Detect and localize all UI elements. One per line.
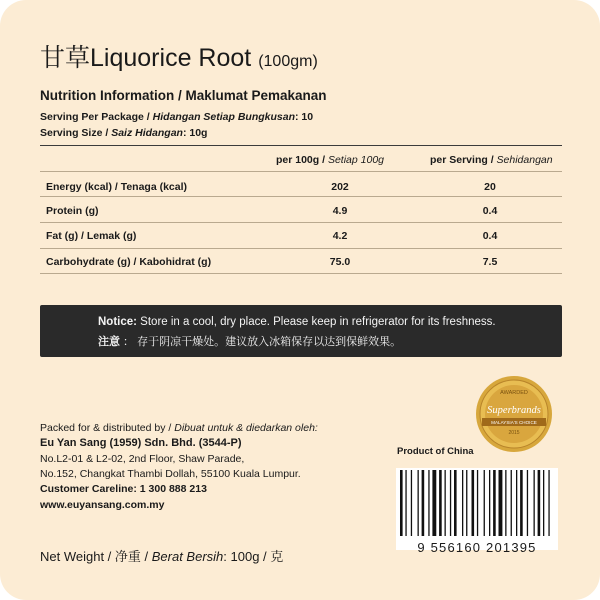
net-weight-prefix: Net Weight / 净重 /	[40, 549, 152, 564]
col2-ms: Sehidangan	[496, 154, 553, 166]
nutrition-heading: Nutrition Information / Maklumat Pemakanan	[40, 88, 327, 103]
notice-label-cn: 注意	[98, 336, 120, 348]
barcode-number: 9 556160 201395	[417, 540, 537, 555]
spp-label-ms: Hidangan Setiap Bungkusan	[152, 111, 296, 123]
col1-en: per 100g /	[276, 154, 328, 166]
row-label-energy: Energy (kcal) / Tenaga (kcal)	[46, 181, 188, 193]
title-english: Liquorice Root	[90, 44, 252, 72]
table-rule	[40, 248, 562, 249]
notice-line-cn	[98, 333, 401, 349]
net-weight-value: : 100g / 克	[223, 549, 284, 564]
table-top-rule	[40, 145, 562, 146]
ss-label-en: Serving Size /	[40, 127, 112, 139]
award-year-text: 2015	[508, 430, 520, 436]
row-carbohydrate-per-serving: 7.5	[482, 256, 498, 268]
row-fat-per100: 4.2	[332, 230, 348, 242]
row-energy-per-serving: 20	[484, 181, 496, 193]
award-brand-text: Superbrands	[487, 405, 541, 416]
net-weight	[40, 546, 283, 565]
row-protein-per100: 4.9	[332, 205, 348, 217]
notice-box	[40, 305, 562, 357]
col1-ms: Setiap 100g	[327, 154, 385, 166]
row-label-fat: Fat (g) / Lemak (g)	[46, 230, 137, 242]
serving-per-package	[40, 111, 313, 123]
row-label-protein: Protein (g)	[46, 205, 99, 217]
title-chinese: 甘草	[40, 44, 91, 72]
address-line-1: No.L2-01 & L2-02, 2nd Floor, Shaw Parade,	[40, 453, 245, 465]
table-rule	[40, 171, 562, 172]
row-energy-per100: 202	[331, 181, 349, 193]
notice-label-en: Notice:	[98, 316, 137, 328]
row-fat-per-serving: 0.4	[482, 230, 498, 242]
company-name: Eu Yan Sang (1959) Sdn. Bhd. (3544-P)	[40, 437, 242, 449]
product-of-china: Product of China	[397, 446, 474, 457]
table-bottom-rule	[40, 273, 562, 274]
packed-by-line	[40, 422, 318, 434]
product-title	[40, 38, 318, 74]
barcode	[396, 468, 558, 555]
row-protein-per-serving: 0.4	[482, 205, 498, 217]
notice-text-en: Store in a cool, dry place. Please keep in refrigerator for its freshness.	[136, 316, 496, 328]
customer-careline: Customer Careline: 1 300 888 213	[40, 483, 207, 495]
barcode-bars-icon	[396, 468, 558, 538]
address-line-2: No.152, Changkat Thambi Dollah, 55100 Kuala Lumpur.	[40, 468, 301, 480]
net-weight-ms: Berat Bersih	[151, 549, 224, 564]
col2-en: per Serving /	[430, 154, 497, 166]
packed-by-en: Packed for & distributed by /	[40, 422, 175, 434]
col-header-per100	[276, 154, 384, 166]
notice-text-cn: ： 存于阴凉干燥处。建议放入冰箱保存以达到保鲜效果。	[120, 336, 402, 348]
ss-label-ms: Saiz Hidangan	[111, 127, 183, 139]
row-label-carbohydrate: Carbohydrate (g) / Kabohidrat (g)	[46, 256, 212, 268]
award-top-text: AWARDED	[500, 390, 528, 396]
spp-value: : 10	[295, 111, 314, 123]
title-weight: (100gm)	[258, 53, 318, 70]
superbrands-award-seal-icon	[474, 374, 554, 454]
col-header-per-serving	[430, 154, 553, 166]
website: www.euyansang.com.my	[40, 499, 165, 511]
ss-value: : 10g	[182, 127, 208, 139]
row-carbohydrate-per100: 75.0	[329, 256, 351, 268]
award-ribbon-text: MALAYSIA'S CHOICE	[491, 420, 537, 425]
notice-line-en	[98, 316, 496, 328]
packed-by-ms: Dibuat untuk & diedarkan oleh:	[174, 422, 318, 434]
table-rule	[40, 196, 562, 197]
spp-label-en: Serving Per Package /	[40, 111, 153, 123]
table-rule	[40, 222, 562, 223]
serving-size	[40, 127, 207, 139]
